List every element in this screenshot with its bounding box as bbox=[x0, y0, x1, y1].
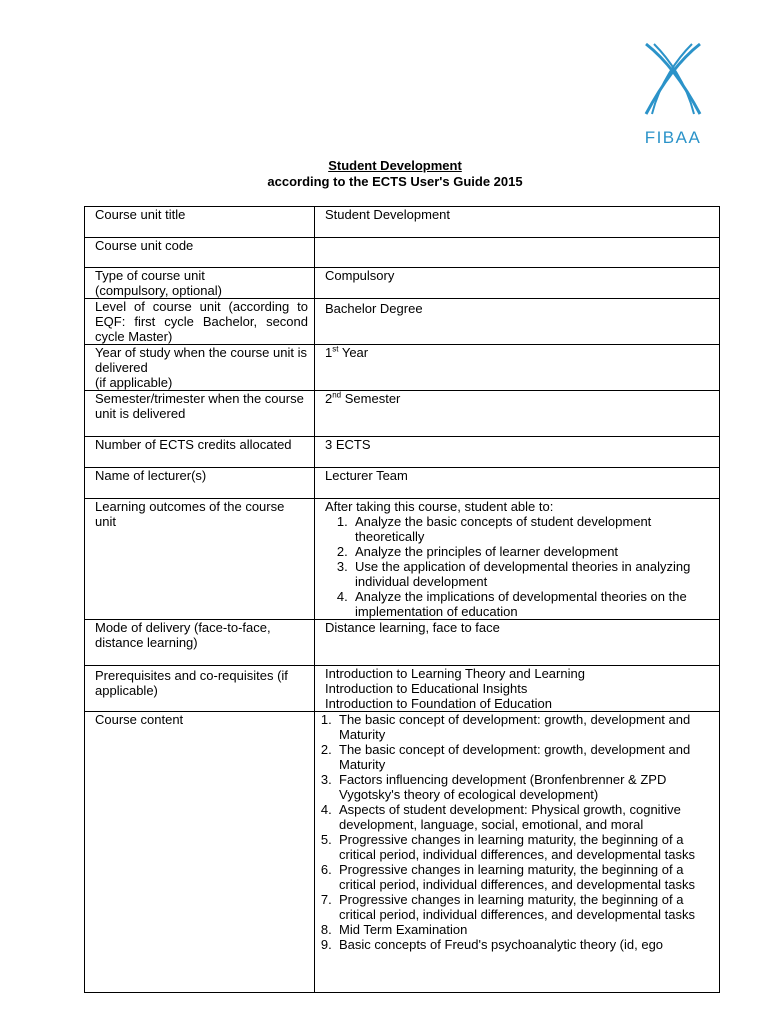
row-course-unit-code bbox=[85, 238, 720, 268]
value-level: Bachelor Degree bbox=[315, 299, 720, 345]
label-learning-outcomes: Learning outcomes of the course unit bbox=[85, 499, 315, 620]
row-course-content bbox=[85, 712, 720, 993]
row-lecturer bbox=[85, 468, 720, 499]
outcome-item: 1. Analyze the basic concepts of student development theoretically bbox=[355, 514, 713, 544]
value-ects: 3 ECTS bbox=[315, 437, 720, 468]
value-course-unit-title: Student Development bbox=[315, 207, 720, 238]
outcomes-list bbox=[325, 514, 713, 619]
content-item: 6. Progressive changes in learning maturity, the beginning of a critical period, individual differences, and developmental tasks bbox=[339, 862, 713, 892]
content-item: 4. Aspects of student development: Physical growth, cognitive development, language, social, emotional, and moral bbox=[339, 802, 713, 832]
label-semester: Semester/trimester when the course unit is delivered bbox=[85, 391, 315, 437]
row-prerequisites bbox=[85, 666, 720, 712]
prereq-line: Introduction to Educational Insights bbox=[325, 681, 528, 696]
row-learning-outcomes bbox=[85, 499, 720, 620]
document-title bbox=[0, 158, 768, 190]
label-level: Level of course unit (according to EQF: first cycle Bachelor, second cycle Master) bbox=[85, 299, 315, 345]
row-type bbox=[85, 268, 720, 299]
value-course-content bbox=[315, 712, 720, 993]
content-item: 2. The basic concept of development: growth, development and Maturity bbox=[339, 742, 713, 772]
row-delivery bbox=[85, 620, 720, 666]
label-course-content: Course content bbox=[85, 712, 315, 993]
label-type bbox=[85, 268, 315, 299]
year-number: 1 bbox=[325, 345, 333, 360]
row-year bbox=[85, 345, 720, 391]
year-suffix: st bbox=[332, 344, 339, 354]
title-line-1: Student Development bbox=[328, 158, 462, 173]
semester-number: 2 bbox=[325, 391, 333, 406]
label-ects: Number of ECTS credits allocated bbox=[85, 437, 315, 468]
label-course-unit-title: Course unit title bbox=[85, 207, 315, 238]
row-level bbox=[85, 299, 720, 345]
label-year bbox=[85, 345, 315, 391]
fibaa-logo-text: FIBAA bbox=[644, 128, 702, 147]
title-line-2: according to the ECTS User's Guide 2015 bbox=[267, 174, 523, 189]
fibaa-logo bbox=[618, 40, 728, 152]
value-year bbox=[315, 345, 720, 391]
semester-suffix: nd bbox=[332, 390, 342, 400]
outcome-item: 3. Use the application of developmental theories in analyzing individual development bbox=[355, 559, 713, 589]
value-semester bbox=[315, 391, 720, 437]
label-type-line-2: (compulsory, optional) bbox=[95, 283, 222, 298]
content-item: 5. Progressive changes in learning maturity, the beginning of a critical period, individual differences, and developmental tasks bbox=[339, 832, 713, 862]
content-item: 3. Factors influencing development (Bronfenbrenner & ZPD Vygotsky's theory of ecological development) bbox=[339, 772, 713, 802]
label-year-line-1: Year of study when the course unit is delivered bbox=[95, 345, 307, 375]
label-year-line-2: (if applicable) bbox=[95, 375, 173, 390]
content-item: 9. Basic concepts of Freud's psychoanalytic theory (id, ego bbox=[339, 937, 713, 952]
outcome-item: 4. Analyze the implications of developmental theories on the implementation of education bbox=[355, 589, 713, 619]
value-type: Compulsory bbox=[315, 268, 720, 299]
label-type-line-1: Type of course unit bbox=[95, 268, 205, 283]
fibaa-logo-mark-icon bbox=[642, 40, 704, 118]
semester-text: Semester bbox=[341, 391, 401, 406]
content-item: 7. Progressive changes in learning maturity, the beginning of a critical period, individual differences, and developmental tasks bbox=[339, 892, 713, 922]
row-ects bbox=[85, 437, 720, 468]
value-prerequisites bbox=[315, 666, 720, 712]
value-learning-outcomes bbox=[315, 499, 720, 620]
year-text: Year bbox=[338, 345, 369, 360]
content-item: 1. The basic concept of development: growth, development and Maturity bbox=[339, 712, 713, 742]
prereq-line: Introduction to Foundation of Education bbox=[325, 696, 552, 711]
row-semester bbox=[85, 391, 720, 437]
content-list bbox=[315, 712, 713, 952]
label-delivery: Mode of delivery (face-to-face, distance learning) bbox=[85, 620, 315, 666]
outcome-item: 2. Analyze the principles of learner development bbox=[355, 544, 713, 559]
content-item: 8. Mid Term Examination bbox=[339, 922, 713, 937]
label-prerequisites: Prerequisites and co-requisites (if applicable) bbox=[85, 666, 315, 712]
course-table bbox=[84, 206, 720, 993]
label-course-unit-code: Course unit code bbox=[85, 238, 315, 268]
value-delivery: Distance learning, face to face bbox=[315, 620, 720, 666]
row-course-unit-title bbox=[85, 207, 720, 238]
outcomes-intro: After taking this course, student able to: bbox=[325, 499, 554, 514]
label-lecturer: Name of lecturer(s) bbox=[85, 468, 315, 499]
value-course-unit-code bbox=[315, 238, 720, 268]
prereq-line: Introduction to Learning Theory and Learning bbox=[325, 666, 585, 681]
value-lecturer: Lecturer Team bbox=[315, 468, 720, 499]
